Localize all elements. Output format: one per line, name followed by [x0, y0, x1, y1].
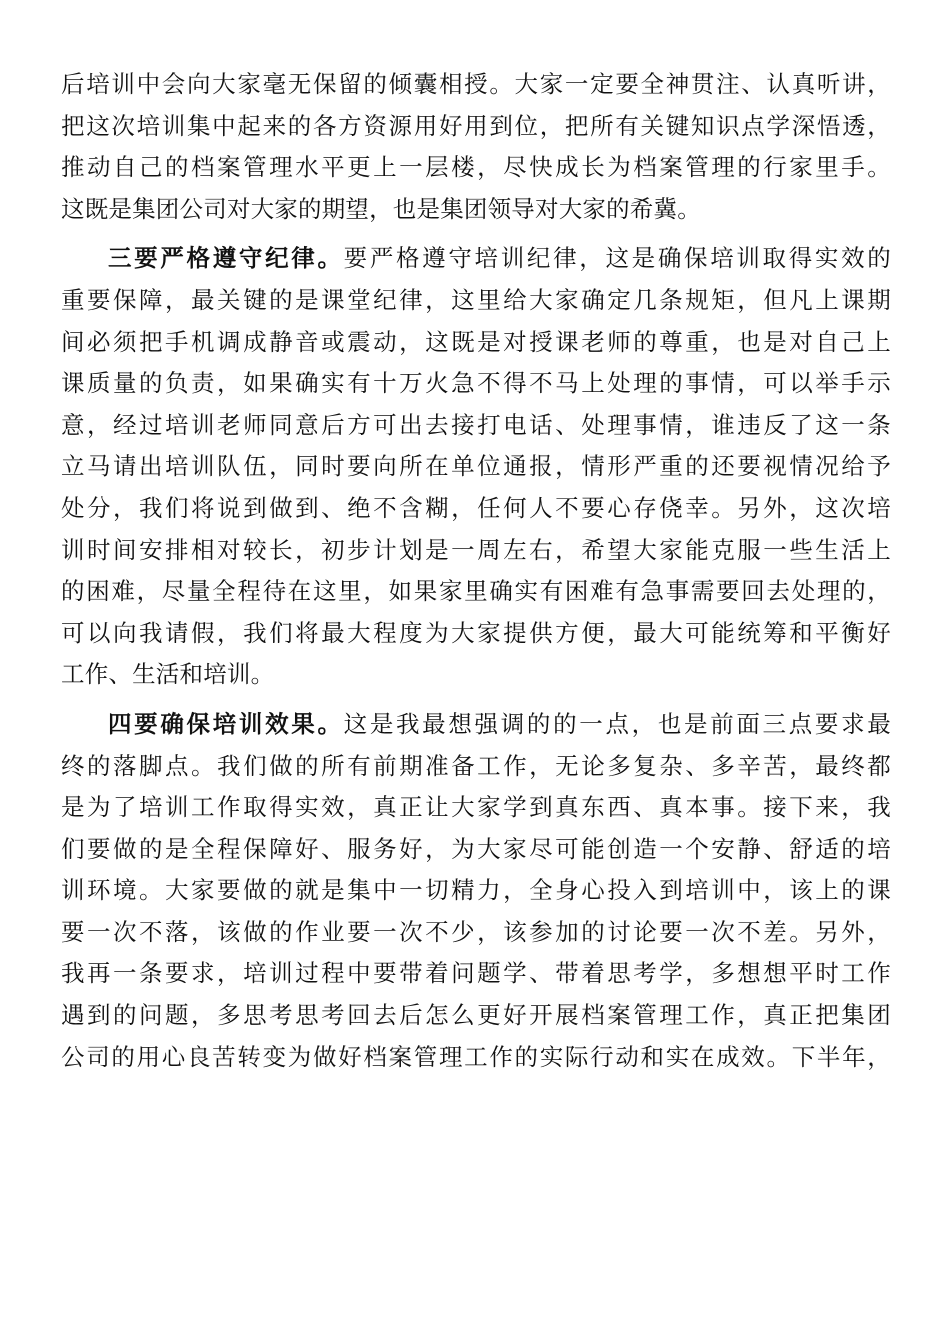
text-line: 我再一条要求，培训过程中要带着问题学、带着思考学，多想想平时工作 — [61, 959, 891, 988]
paragraph-discipline — [61, 238, 891, 696]
text-run: 这是我最想强调的的一点，也是前面三点要求最 — [343, 709, 891, 738]
paragraph-continuation — [61, 64, 891, 230]
text-line: 训时间安排相对较长，初步计划是一周左右，希望大家能克服一些生活上 — [61, 535, 891, 564]
text-line: 工作、生活和培训。 — [61, 660, 275, 689]
paragraph-heading: 四要确保培训效果。 — [108, 709, 344, 738]
text-line: 间必须把手机调成静音或震动，这既是对授课老师的尊重，也是对自己上 — [61, 327, 891, 356]
text-line: 重要保障，最关键的是课堂纪律，这里给大家确定几条规矩，但凡上课期 — [61, 285, 891, 314]
text-line: 处分，我们将说到做到、绝不含糊，任何人不要心存侥幸。另外，这次培 — [61, 493, 891, 522]
text-run: 要严格遵守培训纪律，这是确保培训取得实效的 — [343, 244, 891, 273]
document-page — [61, 64, 891, 1078]
text-line: 可以向我请假，我们将最大程度为大家提供方便，最大可能统筹和平衡好 — [61, 618, 891, 647]
text-line: 课质量的负责，如果确实有十万火急不得不马上处理的事情，可以举手示 — [61, 369, 891, 398]
text-line: 遇到的问题，多思考思考回去后怎么更好开展档案管理工作，真正把集团 — [61, 1001, 891, 1030]
paragraph-heading: 三要严格遵守纪律。 — [108, 244, 344, 273]
text-line-first — [61, 238, 891, 280]
text-line: 推动自己的档案管理水平更上一层楼，尽快成长为档案管理的行家里手。 — [61, 153, 891, 182]
text-line: 的困难，尽量全程待在这里，如果家里确实有困难有急事需要回去处理的， — [61, 577, 891, 606]
text-line: 训环境。大家要做的就是集中一切精力，全身心投入到培训中，该上的课 — [61, 876, 891, 905]
text-line: 意，经过培训老师同意后方可出去接打电话、处理事情，谁违反了这一条 — [61, 410, 891, 439]
text-line: 要一次不落，该做的作业要一次不少，该参加的讨论要一次不差。另外， — [61, 917, 891, 946]
text-line: 后培训中会向大家毫无保留的倾囊相授。大家一定要全神贯注、认真听讲， — [61, 70, 891, 98]
text-line: 是为了培训工作取得实效，真正让大家学到真东西、真本事。接下来，我 — [61, 793, 891, 822]
text-line: 公司的用心良苦转变为做好档案管理工作的实际行动和实在成效。下半年， — [61, 1042, 891, 1071]
paragraph-effectiveness — [61, 704, 891, 1078]
text-line: 把这次培训集中起来的各方资源用好用到位，把所有关键知识点学深悟透， — [61, 111, 891, 140]
text-line: 们要做的是全程保障好、服务好，为大家尽可能创造一个安静、舒适的培 — [61, 834, 891, 863]
text-line: 终的落脚点。我们做的所有前期准备工作，无论多复杂、多辛苦，最终都 — [61, 751, 891, 780]
text-line-first — [61, 704, 891, 746]
text-line: 这既是集团公司对大家的期望，也是集团领导对大家的希冀。 — [61, 194, 701, 223]
text-line: 立马请出培训队伍，同时要向所在单位通报，情形严重的还要视情况给予 — [61, 452, 891, 481]
